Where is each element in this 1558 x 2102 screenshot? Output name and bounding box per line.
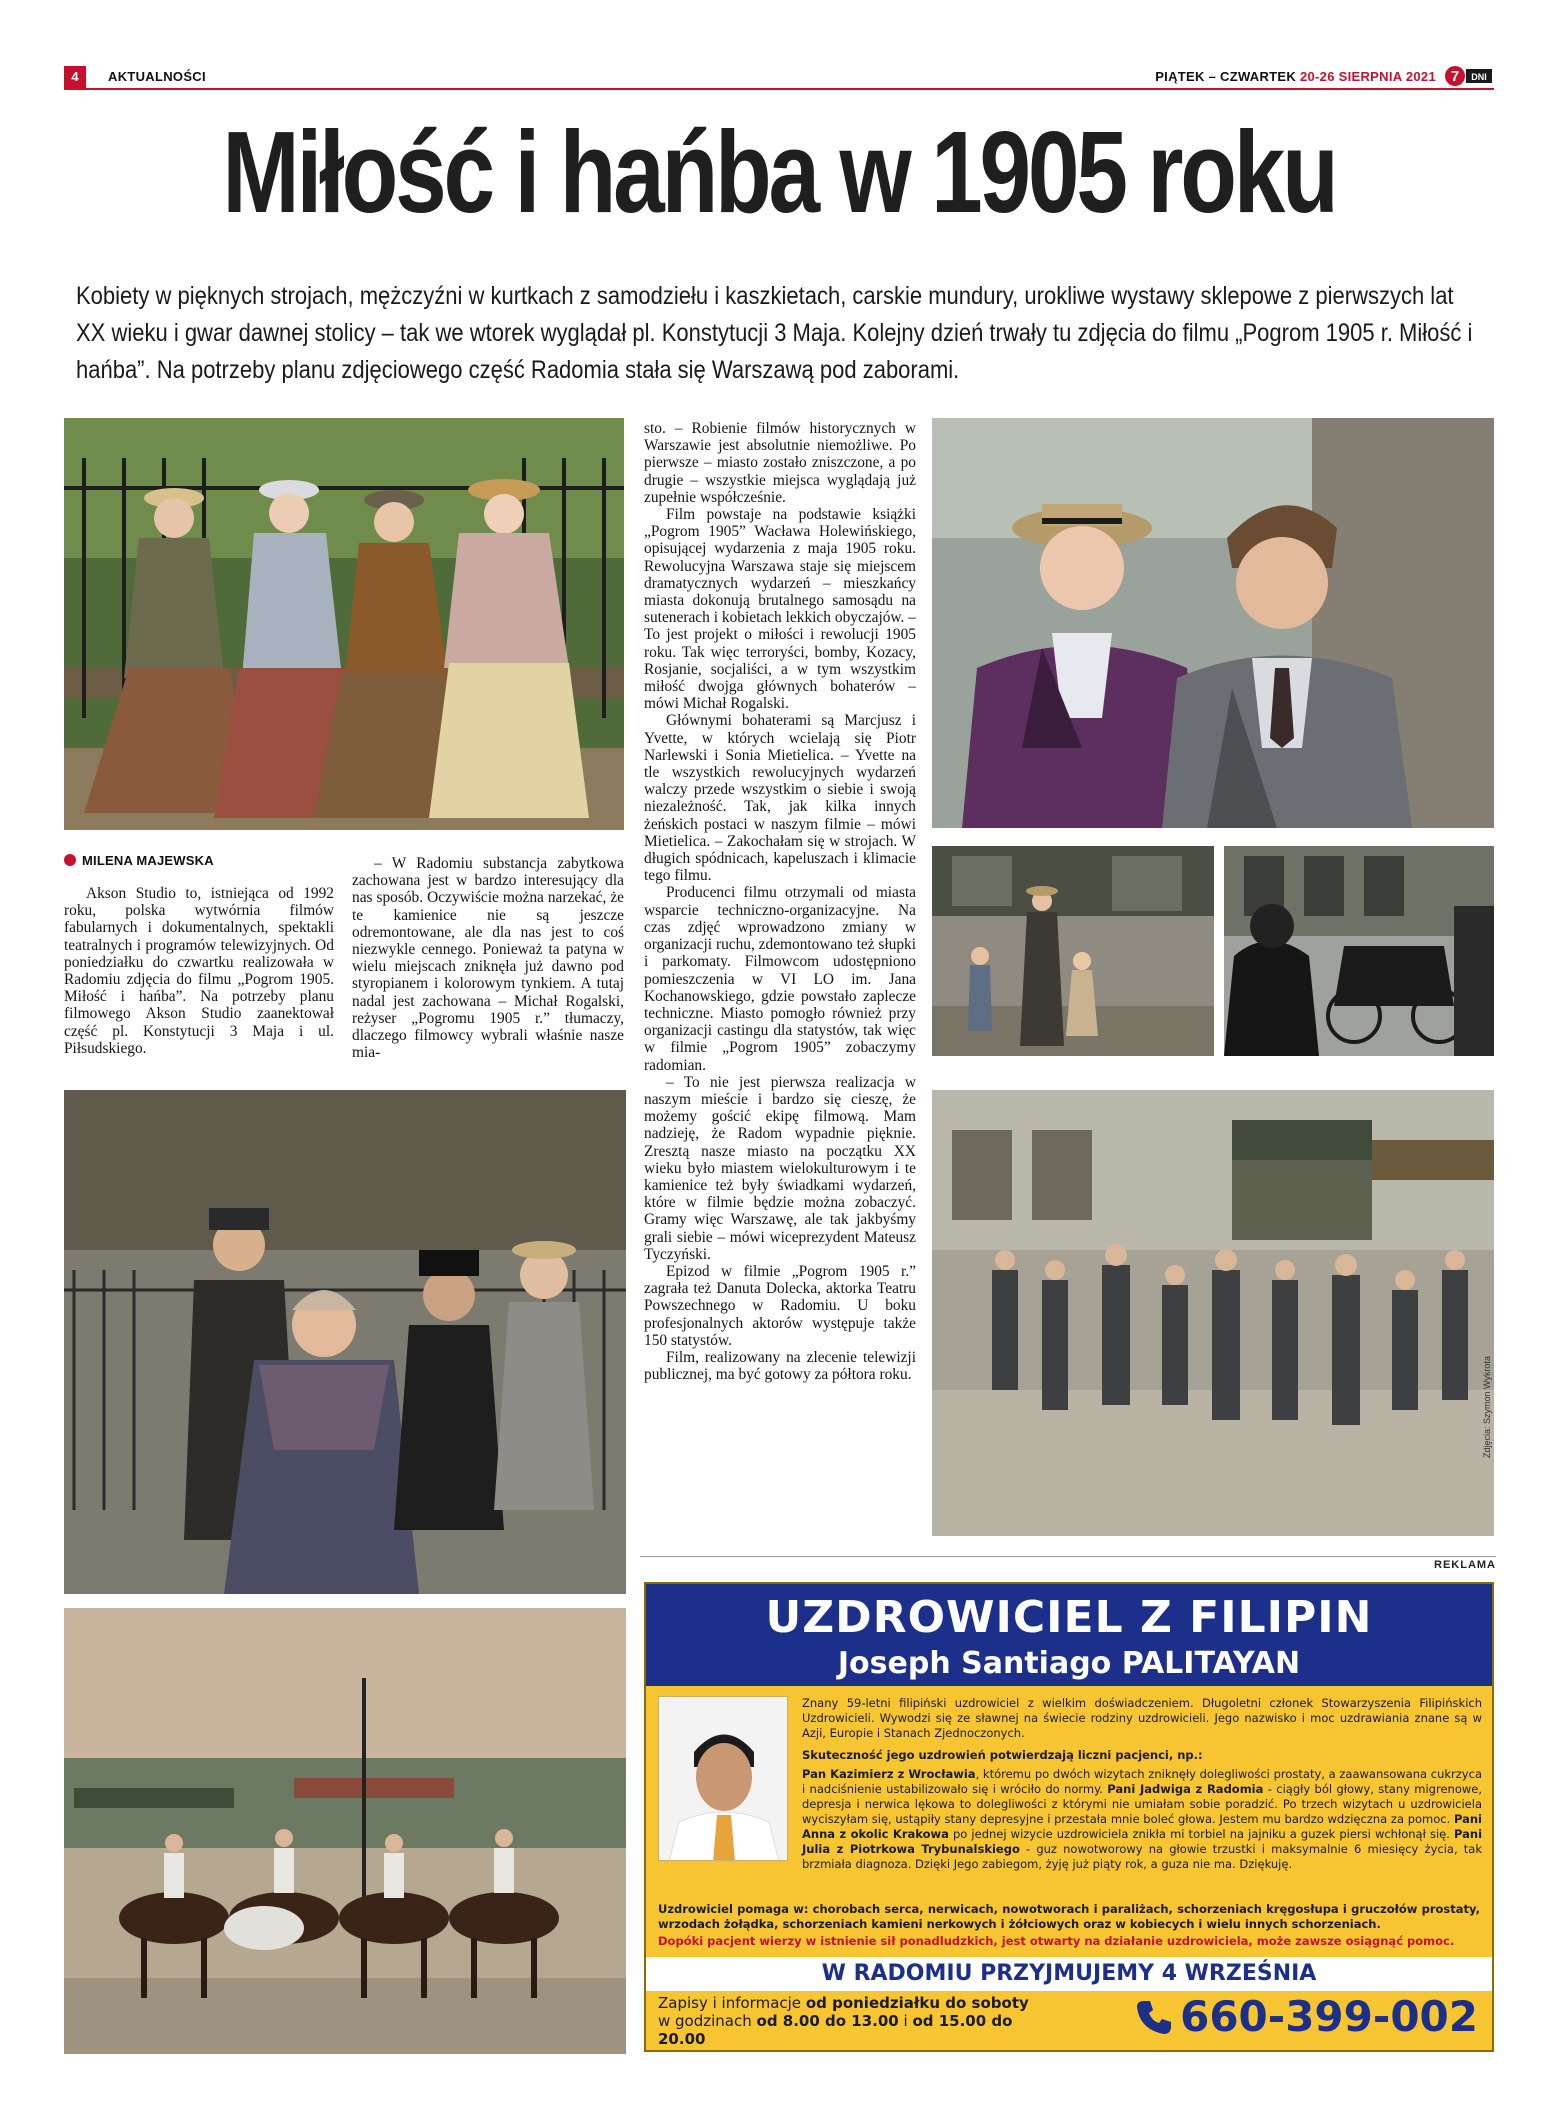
svg-text:DNI: DNI bbox=[1471, 72, 1487, 82]
article-lead: Kobiety w pięknych strojach, mężczyźni w kurtkach z samodziełu i kaszkietach, carskie mundury, urokliwe wystawy sklepowe z pierwszych lat XX wieku i gwar dawnej stolicy – tak we wtorek wyglądał pl. Konstytucji 3 Maja. Kolejny dzień trwały tu zdjęcia do filmu „Pogrom 1905 r. Miłość i hańba”. Na potrzeby planu zdjęciowego część Radomia stała się Warszawą pod zaborami. bbox=[76, 282, 1473, 384]
ad-testimonials bbox=[802, 1767, 1482, 1872]
photo-woman-shawl bbox=[64, 1090, 626, 1594]
photo-credit: Zdjęcia: Szymon Wykrota bbox=[1482, 1356, 1492, 1458]
article-column-2 bbox=[352, 855, 624, 1061]
page-header bbox=[64, 64, 1494, 90]
photo-lead-actors bbox=[932, 418, 1494, 828]
ad-intro: Znany 59-letni filipiński uzdrowiciel z wielkim doświadczeniem. Długoletni członek Stowarzyszenia Filipińskich Uzdrowicieli. Wywodzi się ze sławnej na świecie rodziny uzdrowicieli. Jego nazwisko i moc uzdrawiania znane są w Azji, Europie i Stanach Zjednoczonych. bbox=[802, 1696, 1482, 1740]
paragraph: Film, realizowany na zlecenie telewizji publicznej, ma być gotowy za półtora roku. bbox=[644, 1348, 916, 1384]
svg-text:7: 7 bbox=[1450, 68, 1460, 85]
section-name: AKTUALNOŚCI bbox=[108, 69, 206, 84]
article-column-1 bbox=[64, 885, 334, 1057]
photo-street-crowd bbox=[932, 1090, 1494, 1536]
phone-icon bbox=[1134, 1997, 1174, 2037]
author-name: MILENA MAJEWSKA bbox=[82, 853, 214, 868]
testimonial-text: - guz nowotworowy na głowie trzustki i maksymalnie 6 miesięcy życia, tak brzmiała diagnoza. Dzięki Jego zabiegom, żyję już piąty rok, a guza nie ma. Dziękuję. bbox=[802, 1842, 1482, 1871]
ad-label: REKLAMA bbox=[640, 1556, 1496, 1570]
testimonial-name: Pan Kazimierz z Wrocławia bbox=[802, 1767, 976, 1781]
ad-warning: Dopóki pacjent wierzy w istnienie sił ponadludzkich, jest otwarty na działanie uzdrowiciela, może zawsze osiągnąć pomoc. bbox=[658, 1934, 1455, 1948]
ad-title-banner bbox=[646, 1584, 1492, 1686]
photo-carriage bbox=[1224, 846, 1494, 1056]
issue-date bbox=[1155, 69, 1436, 84]
issue-date-range: 20-26 SIERPNIA 2021 bbox=[1299, 69, 1436, 84]
testimonial-name: Pani Anna z okolic Krakowa bbox=[802, 1812, 1482, 1841]
page-number: 4 bbox=[64, 66, 86, 88]
ad-contact-hours bbox=[658, 1994, 1058, 2048]
contact-days: od poniedziałku do soboty bbox=[805, 1994, 1029, 2012]
byline bbox=[64, 853, 214, 868]
contact-hours-morning: od 8.00 do 13.00 bbox=[756, 2012, 899, 2030]
testimonial-text: po jednej wizycie uzdrowiciela znikła mi torbiel na jajniku a guzek piersi wchłonął się. bbox=[948, 1827, 1454, 1841]
paragraph: – To nie jest pierwsza realizacja w naszym mieście i bardzo się cieszę, że możemy gościć ekipę filmową. Mam nadzieję, że Radom wypadnie pięknie. Zresztą nasze miasto na początku XX wieku było miastem wielokulturowym i te kamienice też były świadkami wydarzeń, które w filmie będzie można zobaczyć. Gramy więc Warszawę, ale tak jakbyśmy grali siebie – mówi wiceprezydent Mateusz Tyczyński. bbox=[644, 1073, 916, 1263]
paragraph: Głównymi bohaterami są Marcjusz i Yvette, w których wcielają się Piotr Narlewski i Sonia Mietielica. – Yvette na tle wszystkich rewolucyjnych wydarzeń walczy przede wszystkim o siebie i swoją niezależność. Tak, jak kilka innych żeńskich postaci w naszym filmie – mówi Mietielica. – Zakochałam się w strojach. W długich spódnicach, kapeluszach i klimacie tego filmu. bbox=[644, 712, 916, 885]
ad-title: UZDROWICIEL Z FILIPIN bbox=[765, 1592, 1373, 1643]
paragraph: Epizod w filmie „Pogrom 1905 r.” zagrała też Danuta Dolecka, aktorka Teatru Powszechnego w Radomiu. U boku profesjonalnych aktorów występuje także 150 statystów. bbox=[644, 1262, 916, 1349]
paragraph: Film powstaje na podstawie książki „Pogrom 1905” Wacława Holewińskiego, opisującej wydarzenia z maja 1905 roku. Rewolucyjna Warszawa staje się miejscem dramatycznych wydarzeń – mieszkańcy miasta dokonują brutalnego samosądu na sutenerach i kobietach lekkich obyczajów. – To jest projekt o miłości i rewolucji 1905 roku. Tak więc terroryści, bomby, Kozacy, Rosjanie, socjaliści, a w tym wszystkim miłość dwojga głównych bohaterów – mówi Michał Rogalski. bbox=[644, 506, 916, 713]
contact-text: Zapisy i informacje bbox=[658, 1994, 806, 2012]
photo-cavalry bbox=[64, 1608, 626, 2054]
phone-number: 660-399-002 bbox=[1180, 1992, 1478, 2041]
healer-portrait bbox=[658, 1696, 788, 1861]
contact-hours-evening: od 15.00 do 20.00 bbox=[658, 2012, 1013, 2048]
paragraph: Producenci filmu otrzymali od miasta wsparcie techniczno-organizacyjne. Na czas zdjęć wprowadzono zmiany w organizacji ruchu, zdemontowano też słupki i parkomaty. Filmowcom udostępniono pomieszczenia w VI LO im. Jana Kochanowskiego, gdzie powstało zaplecze techniczne. Miasto pomogło również przy organizacji castingu dla statystów, tak więc w filmie „Pogrom 1905” zobaczymy radomian. bbox=[644, 884, 916, 1074]
article-column-3 bbox=[644, 420, 916, 1383]
paragraph: Akson Studio to, istniejąca od 1992 roku, polska wytwórnia filmów fabularnych i dokumentalnych, spektakli teatralnych i programów telewizyjnych. Od poniedziałku do czwartku realizowała w Radomiu zdjęcia do filmu „Pogrom 1905. Miłość i hańba”. Na potrzeby planu filmowego Akson Studio zaanektował część pl. Konstytucji 3 Maja i ul. Piłsudskiego. bbox=[64, 885, 334, 1057]
paragraph: – W Radomiu substancja zabytkowa zachowana jest w bardzo interesujący dla nas sposób. Oczywiście można narzekać, że te kamienice nie są jeszcze odremontowane, ale dla nas jest to coś niezwykle cennego. Ponieważ ta patyna w wielu miejscach zniknęła już dawno pod styropianem i kolorowym tynkiem. A tutaj nadal jest zachowana – Michał Rogalski, reżyser „Pogromu 1905 r.” tłumaczy, dlaczego filmowcy wybrali właśnie nasze mia- bbox=[352, 855, 624, 1062]
ad-helps-list: Uzdrowiciel pomaga w: chorobach serca, nerwicach, nowotworach i paraliżach, schorzeniach kręgosłupa i gruczołów prostaty, wrzodach żołądka, schorzeniach kamieni nerkowych i żółciowych oraz w kobiecych i wielu innych schorzeniach. bbox=[658, 1902, 1480, 1931]
newspaper-logo bbox=[1444, 65, 1494, 87]
photo-women-on-bench bbox=[64, 418, 624, 830]
testimonial-text: , któremu po dwóch wizytach zniknęły dolegliwości prostaty, a zaawansowana cukrzyca i nadciśnienie ustabilizowało się i wróciło do normy. bbox=[802, 1767, 1482, 1796]
testimonial-text: - ciągły ból głowy, stany migrenowe, depresja i nerwica lękowa to dolegliwości z którymi nie umiałam sobie poradzić. Po trzech wizytach u uzdrowiciela wyciszyłam się, ustąpiły stany depresyjne i przestała mnie boleć głowa. Jestem mu bardzo wdzięczna za pomoc. bbox=[802, 1782, 1482, 1826]
ad-subtitle: Joseph Santiago PALITAYAN bbox=[837, 1646, 1301, 1681]
healer-advertisement bbox=[644, 1582, 1494, 2052]
bullet-dot-icon bbox=[64, 854, 76, 866]
article-headline: Miłość i hańba w 1905 roku bbox=[222, 107, 1336, 237]
ad-date-band: W RADOMIU PRZYJMUJEMY 4 WRZEŚNIA bbox=[646, 1957, 1492, 1991]
ad-effect-heading: Skuteczność jego uzdrowień potwierdzają liczni pacjenci, np.: bbox=[802, 1748, 1203, 1762]
contact-text: w godzinach bbox=[658, 2012, 757, 2030]
paragraph: sto. – Robienie filmów historycznych w Warszawie jest absolutnie niemożliwe. Po pierwsze – miasto zostało zniszczone, a po drugie – wszystkie miejsca wyglądają już zupełnie współcześnie. bbox=[644, 420, 916, 506]
testimonial-name: Pani Julia z Piotrkowa Trybunalskiego bbox=[802, 1827, 1483, 1856]
contact-text: i bbox=[898, 2012, 913, 2030]
ad-phone bbox=[1134, 1992, 1478, 2041]
photo-children-scene bbox=[932, 846, 1214, 1056]
issue-date-days: PIĄTEK – CZWARTEK bbox=[1155, 69, 1300, 84]
testimonial-name: Pani Jadwiga z Radomia bbox=[1107, 1782, 1264, 1796]
